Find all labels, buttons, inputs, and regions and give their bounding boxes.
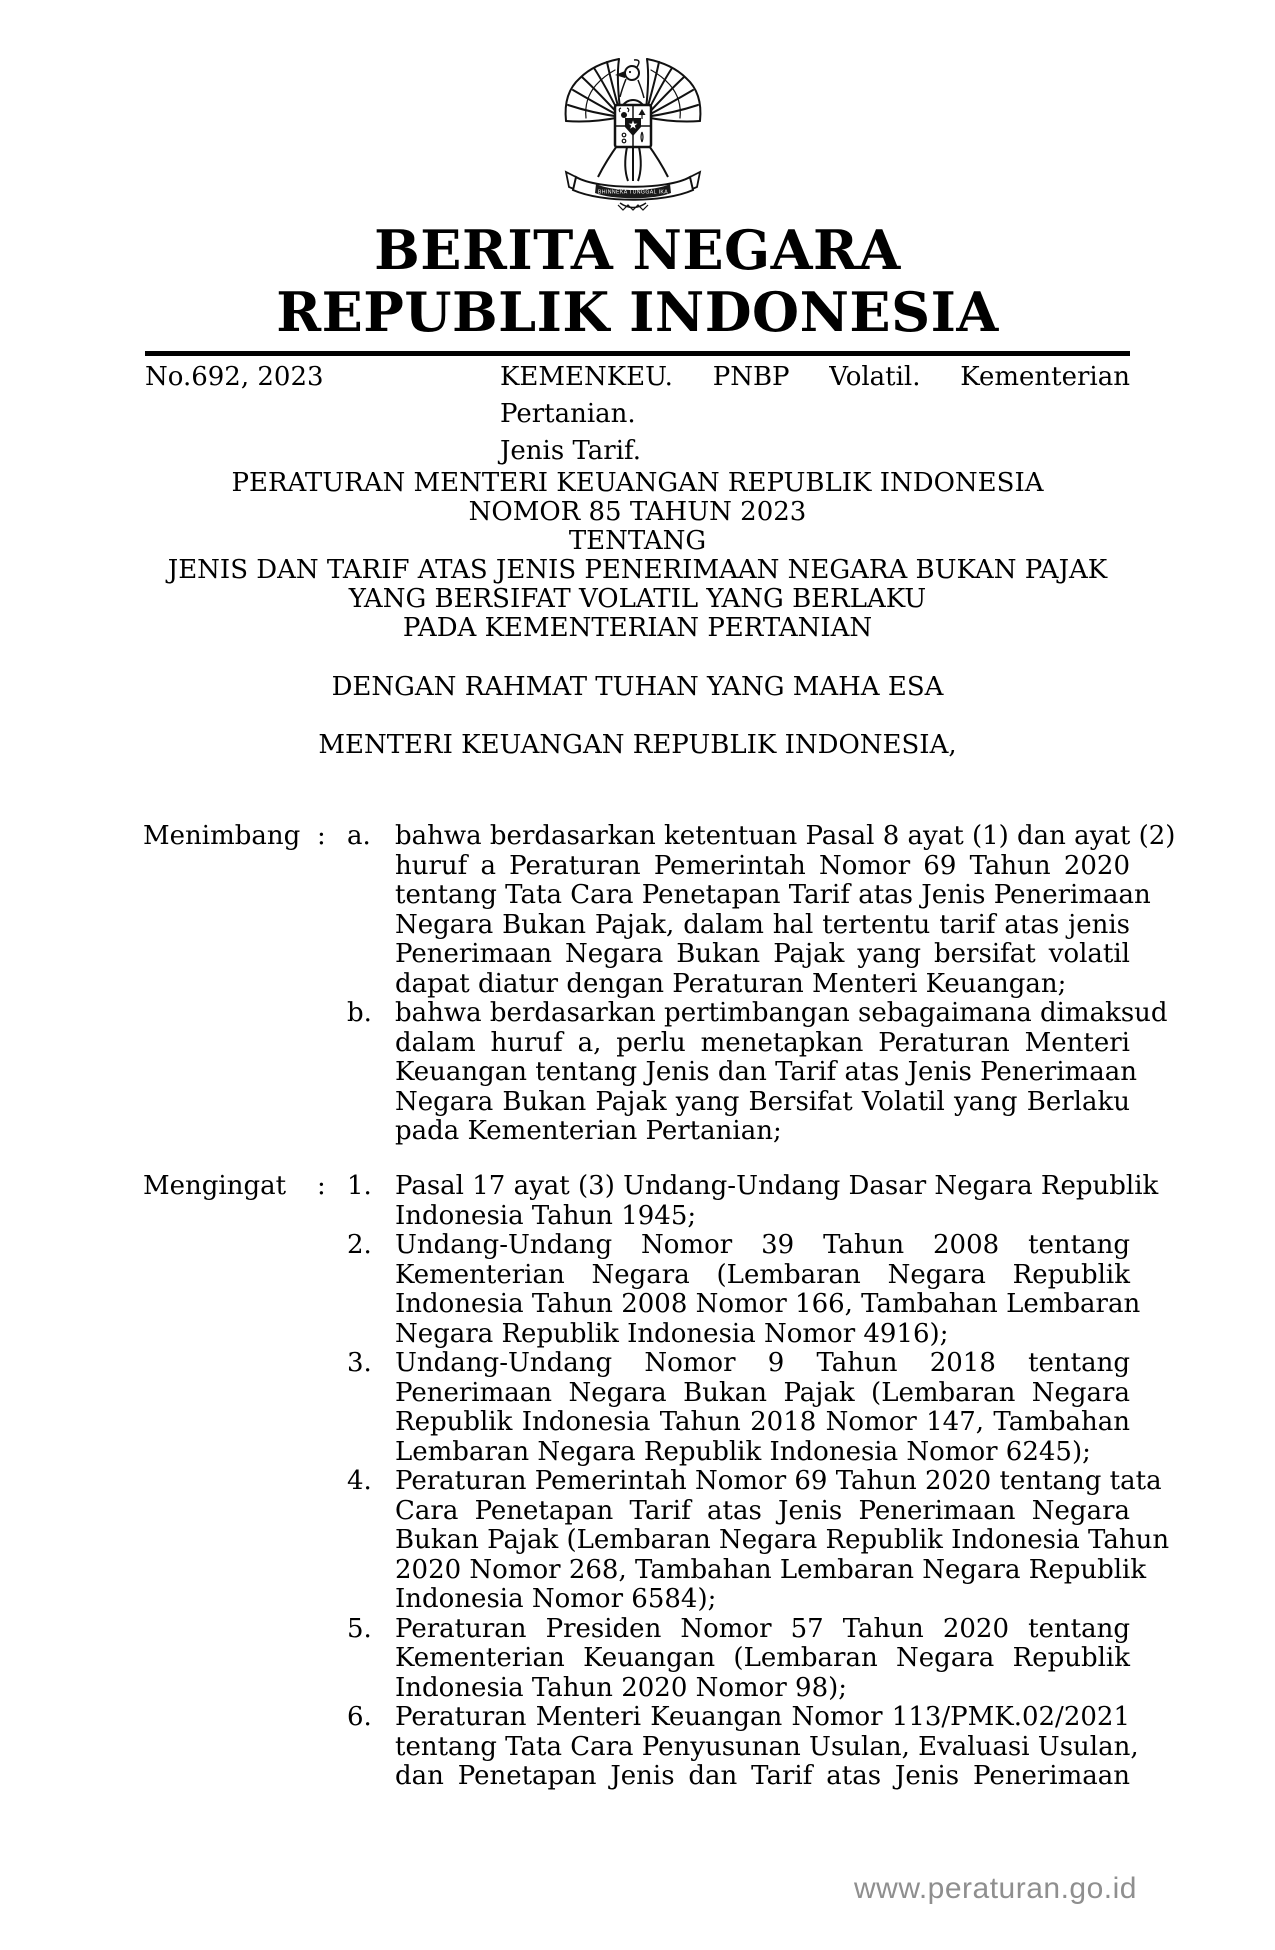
text-line: Undang-Undang Nomor 39 Tahun 2008 tentang — [395, 1230, 1130, 1260]
pancasila-shield — [615, 105, 651, 147]
title-line-2: NOMOR 85 TAHUN 2023 — [468, 497, 807, 527]
text-line: Negara Republik Indonesia Nomor 4916); — [395, 1318, 949, 1349]
text-line: dan Penetapan Jenis dan Tarif atas Jenis Penerimaan — [395, 1761, 1130, 1791]
masthead — [0, 219, 1275, 343]
regulation-title-block — [0, 469, 1275, 643]
title-line-6: PADA KEMENTERIAN PERTANIAN — [402, 613, 873, 643]
item-marker: 6. — [347, 1702, 372, 1732]
item-text — [395, 1349, 1130, 1467]
text-line: Keuangan tentang Jenis dan Tarif atas Jenis Penerimaan — [395, 1057, 1138, 1087]
item-text — [395, 1615, 1130, 1704]
text-line: Indonesia Nomor 6584); — [395, 1584, 717, 1614]
garuda-pancasila-emblem — [558, 57, 708, 213]
text-line: Undang-Undang Nomor 9 Tahun 2018 tentang — [395, 1348, 1130, 1378]
gazette-meta-row — [145, 359, 1130, 470]
title-line-5: YANG BERSIFAT VOLATIL YANG BERLAKU — [348, 584, 927, 614]
text-line: dapat diatur dengan Peraturan Menteri Keuangan; — [395, 968, 1067, 999]
item-text — [395, 1702, 1139, 1792]
text-line: Kementerian Negara (Lembaran Negara Republik — [395, 1259, 1130, 1290]
text-line: tentang Tata Cara Penetapan Tarif atas Jenis Penerimaan — [395, 880, 1151, 910]
item-text — [395, 1230, 1141, 1349]
item-marker: a. — [347, 821, 371, 851]
text-line: Republik Indonesia Tahun 2018 Nomor 147, Tambahan — [395, 1407, 1130, 1437]
text-line: 2020 Nomor 268, Tambahan Lembaran Negara Republik — [395, 1554, 1147, 1585]
recalling-item-1 — [347, 1171, 1159, 1231]
text-line: dalam huruf a, perlu menetapkan Peraturan Menteri — [395, 1027, 1130, 1058]
considering-item-a — [347, 821, 1176, 999]
text-line: Penerimaan Negara Bukan Pajak (Lembaran Negara — [395, 1377, 1130, 1408]
authority-line: MENTERI KEUANGAN REPUBLIK INDONESIA, — [318, 730, 957, 760]
text-line: Lembaran Negara Republik Indonesia Nomor 6245); — [395, 1436, 1091, 1467]
text-line: Negara Bukan Pajak yang Bersifat Volatil yang Berlaku — [395, 1086, 1130, 1117]
masthead-line1: BERITA NEGARA — [374, 218, 901, 282]
text-line: pada Kementerian Pertanian; — [395, 1116, 782, 1146]
title-line-1: PERATURAN MENTERI KEUANGAN REPUBLIK INDONESIA — [231, 468, 1044, 498]
recalling-colon: : — [317, 1171, 326, 1201]
emblem-motto-text: BHINNEKA TUNGGAL IKA — [597, 189, 669, 196]
text-line: Peraturan Menteri Keuangan Nomor 113/PMK.02/2021 — [395, 1702, 1130, 1732]
item-text — [395, 1171, 1159, 1231]
issue-number: No.692, 2023 — [145, 362, 324, 392]
text-line: Indonesia Tahun 1945; — [395, 1200, 697, 1231]
item-text — [395, 998, 1168, 1147]
text-line: huruf a Peraturan Pemerintah Nomor 69 Tahun 2020 — [395, 850, 1130, 881]
text-line: Kementerian Keuangan (Lembaran Negara Republik — [395, 1643, 1130, 1673]
recalling-item-6 — [347, 1702, 1139, 1792]
text-line: tentang Tata Cara Penyusunan Usulan, Evaluasi Usulan, — [395, 1731, 1139, 1762]
item-marker: 5. — [347, 1613, 372, 1644]
text-line: Pasal 17 ayat (3) Undang-Undang Dasar Negara Republik — [395, 1171, 1159, 1201]
considering-colon: : — [317, 821, 326, 851]
item-text — [395, 1466, 1170, 1615]
source-watermark: www.peraturan.go.id — [854, 1872, 1137, 1905]
text-line: Indonesia Tahun 2020 Nomor 98); — [395, 1672, 848, 1703]
recalling-label: Mengingat — [143, 1171, 287, 1201]
item-text — [395, 821, 1176, 999]
title-line-4: JENIS DAN TARIF ATAS JENIS PENERIMAAN NEGARA BUKAN PAJAK — [167, 555, 1108, 585]
recalling-section — [143, 1171, 1170, 1792]
text-line: Peraturan Presiden Nomor 57 Tahun 2020 tentang — [395, 1613, 1130, 1644]
recalling-item-4 — [347, 1466, 1170, 1615]
item-marker: 1. — [347, 1171, 372, 1201]
text-line: Jenis Tarif. — [500, 436, 642, 466]
text-line: KEMENKEU. PNBP Volatil. Kementerian Pertanian. — [500, 362, 1130, 429]
text-line: Penerimaan Negara Bukan Pajak yang bersifat volatil — [395, 939, 1130, 969]
text-line: bahwa berdasarkan pertimbangan sebagaimana dimaksud — [395, 998, 1168, 1028]
item-marker: 4. — [347, 1466, 372, 1496]
recalling-item-3 — [347, 1348, 1130, 1467]
text-line: Negara Bukan Pajak, dalam hal tertentu tarif atas jenis — [395, 909, 1130, 940]
subject-keywords — [500, 359, 1130, 470]
recalling-item-5 — [347, 1613, 1130, 1704]
masthead-divider-rule — [145, 351, 1130, 356]
recalling-item-2 — [347, 1230, 1141, 1349]
recalling-items — [347, 1171, 1170, 1792]
invocation-line: DENGAN RAHMAT TUHAN YANG MAHA ESA — [331, 672, 944, 702]
title-line-3: TENTANG — [568, 526, 707, 556]
text-line: bahwa berdasarkan ketentuan Pasal 8 ayat (1) dan ayat (2) — [395, 821, 1176, 851]
garuda-emblem-graphic — [558, 57, 708, 213]
considering-items — [347, 821, 1176, 1147]
item-marker: 2. — [347, 1230, 372, 1260]
item-marker: 3. — [347, 1348, 372, 1378]
text-line: Indonesia Tahun 2008 Nomor 166, Tambahan Lembaran — [395, 1289, 1141, 1319]
masthead-line2: REPUBLIK INDONESIA — [276, 280, 999, 344]
considering-item-b — [347, 998, 1168, 1147]
text-line: Bukan Pajak (Lembaran Negara Republik Indonesia Tahun — [395, 1525, 1170, 1555]
text-line: Cara Penetapan Tarif atas Jenis Penerimaan Negara — [395, 1495, 1130, 1526]
considering-label: Menimbang — [143, 821, 301, 851]
text-line: Peraturan Pemerintah Nomor 69 Tahun 2020 tentang tata — [395, 1466, 1162, 1496]
item-marker: b. — [347, 998, 372, 1028]
considering-section — [143, 821, 1176, 1147]
